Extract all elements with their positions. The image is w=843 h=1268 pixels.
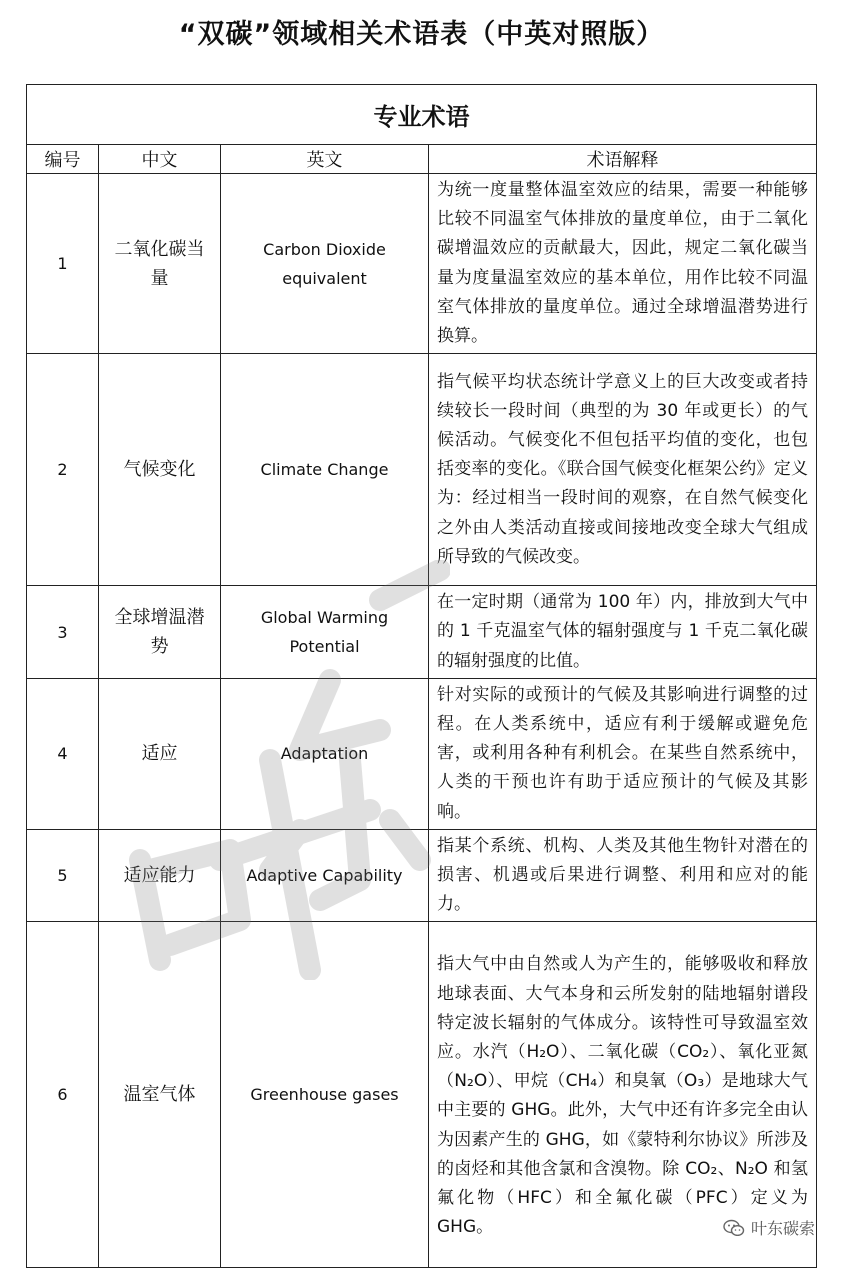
row-explanation: 指某个系统、机构、人类及其他生物针对潜在的损害、机遇或后果进行调整、利用和应对的能力。 <box>429 829 817 922</box>
header-explanation: 术语解释 <box>429 145 817 174</box>
row-chinese-term: 适应 <box>99 678 221 829</box>
row-number: 4 <box>27 678 99 829</box>
document-title: “双碳”领域相关术语表（中英对照版） <box>178 19 665 50</box>
header-number: 编号 <box>27 145 99 174</box>
row-number: 2 <box>27 354 99 586</box>
row-chinese-term: 全球增温潜势 <box>99 586 221 679</box>
row-chinese-term: 气候变化 <box>99 354 221 586</box>
table-row <box>27 922 817 1268</box>
wechat-icon <box>723 1219 745 1237</box>
row-english-term: Climate Change <box>221 354 429 586</box>
row-explanation: 指大气中由自然或人为产生的，能够吸收和释放地球表面、大气本身和云所发射的陆地辐射谱段特定波长辐射的气体成分。该特性可导致温室效应。水汽（H₂O）、二氧化碳（CO₂）、氧化亚氮（N₂O）、甲烷（CH₄）和臭氧（O₃）是地球大气中主要的 GHG。此外，大气中还有许多完全由认为因素产生的 GHG，如《蒙特利尔协议》所涉及的卤烃和其他含氯和含溴物。除 CO₂、N₂O 和氢氟化物（HFC）和全氟化碳（PFC）定义为 GHG。 <box>429 922 817 1268</box>
table-row <box>27 174 817 354</box>
row-english-term: Adaptive Capability <box>221 829 429 922</box>
row-number: 1 <box>27 174 99 354</box>
row-number: 3 <box>27 586 99 679</box>
table-row <box>27 829 817 922</box>
header-english: 英文 <box>221 145 429 174</box>
table-row <box>27 678 817 829</box>
footer-brand-name: 叶东碳索 <box>750 1219 815 1238</box>
row-english-term: Global Warming Potential <box>221 586 429 679</box>
table-row <box>27 354 817 586</box>
row-chinese-term: 适应能力 <box>99 829 221 922</box>
table-row <box>27 586 817 679</box>
row-explanation: 为统一度量整体温室效应的结果，需要一种能够比较不同温室气体排放的量度单位，由于二氧化碳增温效应的贡献最大，因此，规定二氧化碳当量为度量温室效应的基本单位，用作比较不同温室气体排放的量度单位。通过全球增温潜势进行换算。 <box>429 174 817 354</box>
row-number: 6 <box>27 922 99 1268</box>
row-english-term: Greenhouse gases <box>221 922 429 1268</box>
row-explanation: 在一定时期（通常为 100 年）内，排放到大气中的 1 千克温室气体的辐射强度与 1 千克二氧化碳的辐射强度的比值。 <box>429 586 817 679</box>
row-explanation: 针对实际的或预计的气候及其影响进行调整的过程。在人类系统中，适应有利于缓解或避免危害，或利用各种有利机会。在某些自然系统中，人类的干预也许有助于适应预计的气候及其影响。 <box>429 678 817 829</box>
row-explanation: 指气候平均状态统计学意义上的巨大改变或者持续较长一段时间（典型的为 30 年或更长）的气候活动。气候变化不但包括平均值的变化，也包括变率的变化。《联合国气候变化框架公约》定义为：经过相当一段时间的观察，在自然气候变化之外由人类活动直接或间接地改变全球大气组成所导致的气候改变。 <box>429 354 817 586</box>
row-english-term: Adaptation <box>221 678 429 829</box>
row-chinese-term: 二氧化碳当量 <box>99 174 221 354</box>
row-chinese-term: 温室气体 <box>99 922 221 1268</box>
row-number: 5 <box>27 829 99 922</box>
section-title: 专业术语 <box>27 85 817 145</box>
terms-table <box>26 84 817 1268</box>
header-chinese: 中文 <box>99 145 221 174</box>
table-header-row <box>27 145 817 174</box>
footer-brand <box>723 1216 815 1239</box>
row-english-term: Carbon Dioxide equivalent <box>221 174 429 354</box>
